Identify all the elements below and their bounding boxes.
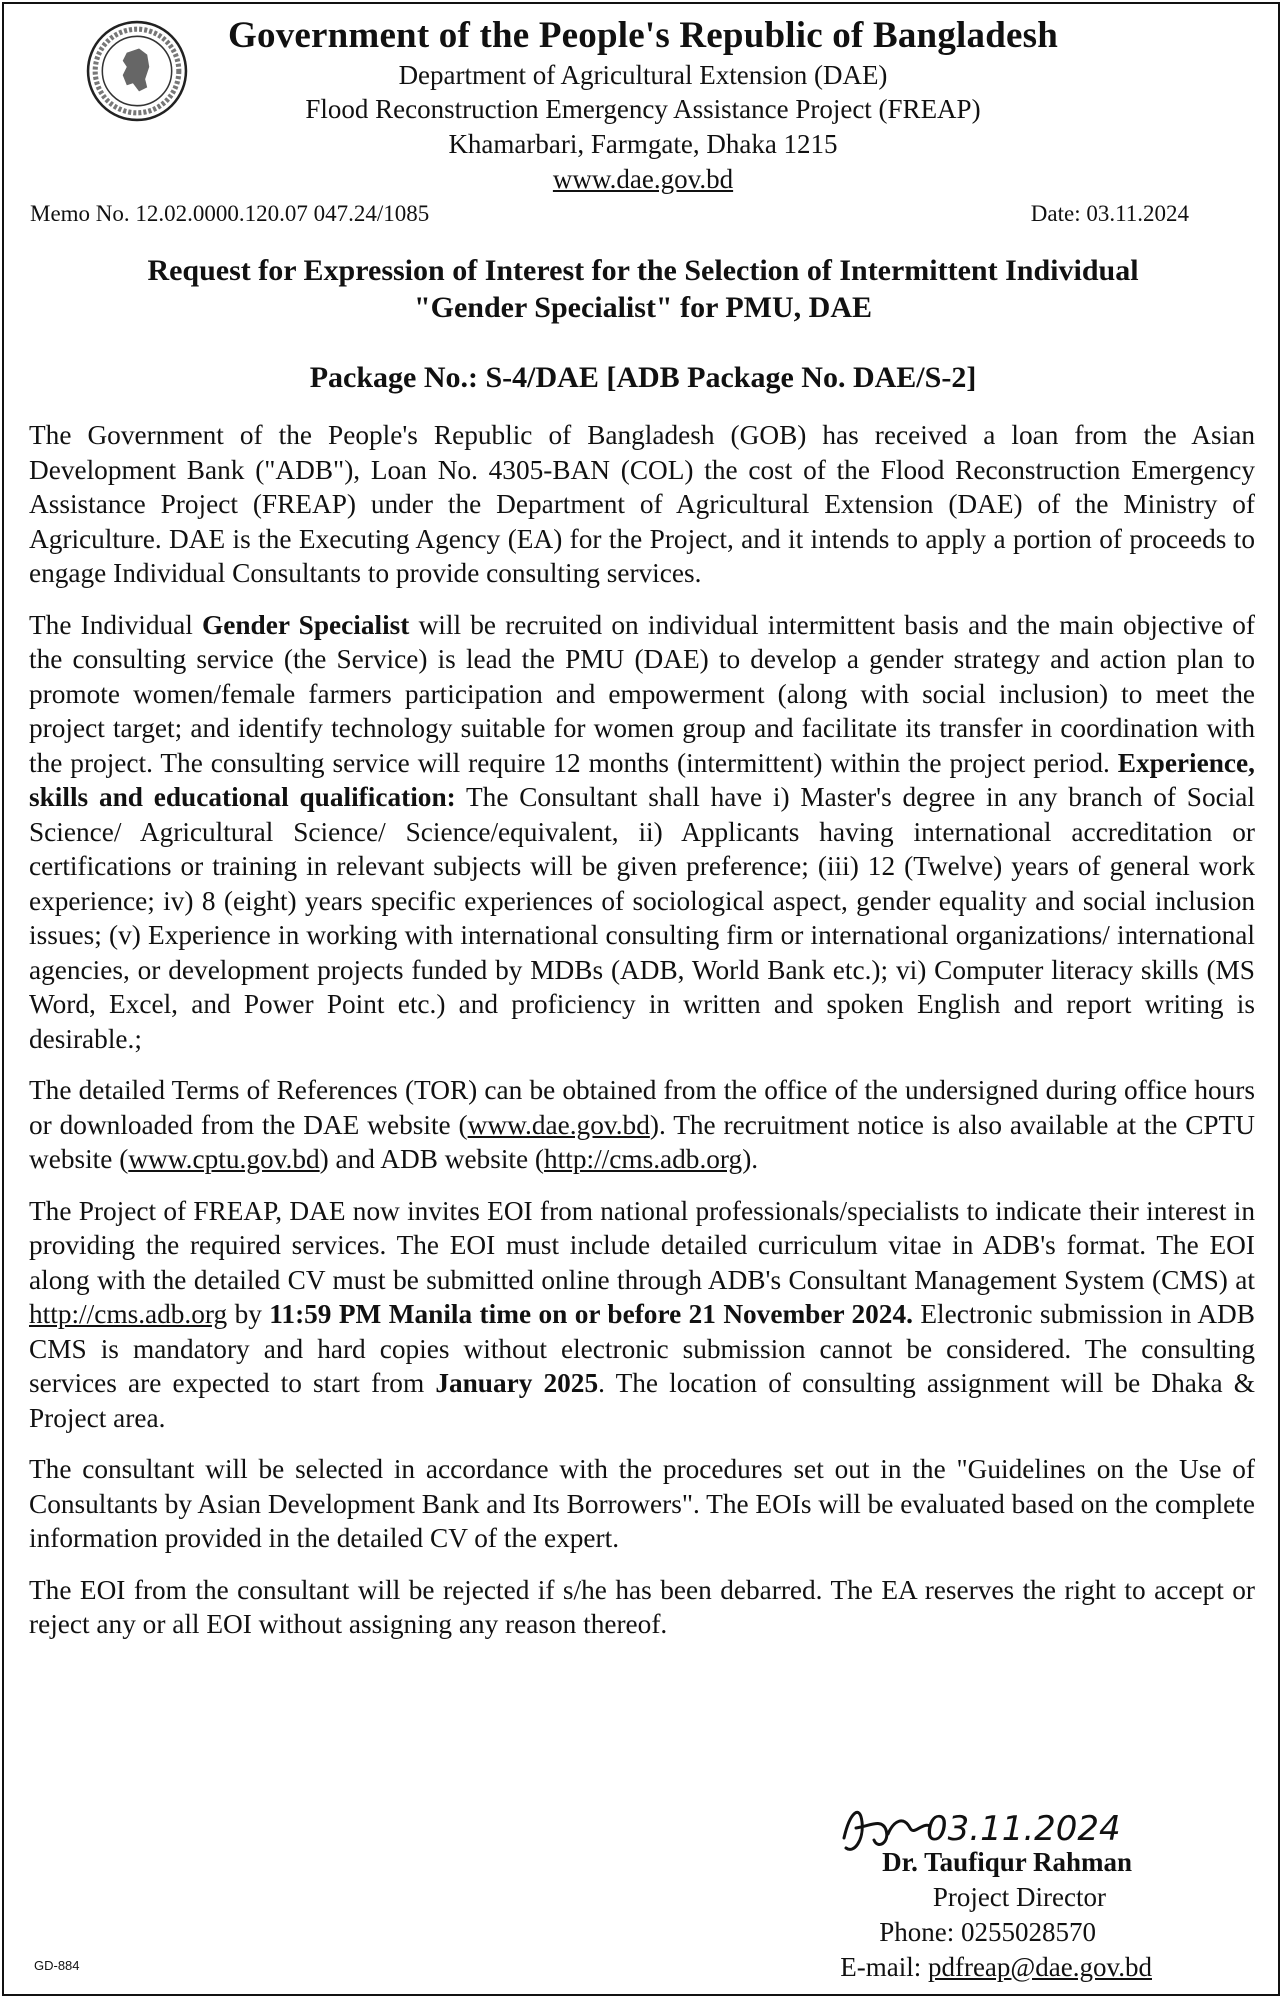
p2-text-a: The Individual	[29, 609, 203, 640]
p2-text-c: will be recruited on individual intermittent basis and the main objective of the consulting service (the Service) is lead the PMU (DAE) to develop a gender strategy and action plan to promote women/female farmers participation and empowerment (along with social inclusion) to meet the project target; and identify technology suitable for women group and facilitate its transfer in coordination with the project. The consulting service will require 12 months (intermittent) within the project period.	[29, 609, 1255, 778]
paragraph-selection: The consultant will be selected in accordance with the procedures set out in the "Guidelines on the Use of Consultants by Asian Development Bank and Its Borrowers". The EOIs will be evaluated based on the complete information provided in the detailed CV of the expert.	[29, 1454, 1255, 1553]
memo-date: Date: 03.11.2024	[1030, 201, 1189, 226]
signatory-name: Dr. Taufiqur Rahman	[882, 1847, 1132, 1877]
p4-text-c: Electronic submission in ADB CMS is mandatory and hard copies without electronic submission cannot be considered. The consulting services are expected to start from	[29, 1299, 1255, 1398]
p4-text-a: The Project of FREAP, DAE now invites EOI from national professionals/specialists to indicate their interest in providing the required services. The EOI must include detailed curriculum vitae in ADB's format. The EOI along with the detailed CV must be submitted online through ADB's Consultant Management System (CMS) at	[29, 1195, 1255, 1295]
document-title	[40, 252, 1246, 326]
p3-text-c: ) and ADB website (	[319, 1144, 545, 1174]
project-line: Flood Reconstruction Emergency Assistance Project (FREAP)	[305, 94, 981, 124]
address-line: Khamarbari, Farmgate, Dhaka 1215	[448, 129, 838, 159]
p4-text-d: . The location of consulting assignment will be Dhaka & Project area.	[29, 1368, 1255, 1433]
cms-link[interactable]: http://cms.adb.org	[29, 1299, 228, 1329]
paragraph-specialist	[29, 608, 1255, 1057]
paragraph-loan: The Government of the People's Republic of Bangladesh (GOB) has received a loan from the Asian Development Bank ("ADB"), Loan No. 4305-BAN (COL) the cost of the Flood Reconstruction Emergency Assistance Project (FREAP) under the Department of Agricultural Extension (DAE) of the Ministry of Agriculture. DAE is the Executing Agency (EA) for the Project, and it intends to apply a portion of proceeds to engage Individual Consultants to provide consulting services.	[29, 420, 1255, 588]
memo-number: Memo No. 12.02.0000.120.07 047.24/1085	[30, 201, 430, 226]
email-link[interactable]: pdfreap@dae.gov.bd	[927, 1952, 1152, 1982]
handwritten-date: 03.11.2024	[926, 1809, 1121, 1849]
signatory-designation: Project Director	[932, 1882, 1106, 1912]
paragraph-submission	[29, 1194, 1255, 1436]
cptu-website-link[interactable]: www.cptu.gov.bd	[128, 1144, 320, 1174]
p3-text-a: The detailed Terms of References (TOR) can be obtained from the office of the undersigned during office hours or downloaded from the DAE website (	[29, 1075, 1255, 1140]
paragraph-rejection: The EOI from the consultant will be rejected if s/he has been debarred. The EA reserves the right to accept or reject any or all EOI without assigning any reason thereof.	[29, 1574, 1255, 1639]
notice-body	[29, 418, 1255, 1659]
p3-text-d: ).	[742, 1144, 759, 1174]
p2-qualification-heading: Experience, skills and educational qualification:	[29, 747, 1255, 812]
p2-text-e: The Consultant shall have i) Master's degree in any branch of Social Science/ Agricultural Science/ Science/equivalent, ii) Applicants having international accreditation or certifications or training in relevant subjects will be given preference; (iii) 12 (Twelve) years of general work experience; iv) 8 (eight) years specific experiences of sociological aspect, gender equality and social inclusion issues; (v) Experience in working with international consulting firm or international organizations/ international agencies, or development projects funded by MDBs (ADB, World Bank etc.); vi) Computer literacy skills (MS Word, Excel, and Power Point etc.) and proficiency in written and spoken English and report writing is desirable.;	[29, 782, 1255, 1054]
p2-role: Gender Specialist	[202, 609, 410, 640]
title-line-1: Request for Expression of Interest for the Selection of Intermittent Individual	[147, 254, 1139, 287]
adb-website-link[interactable]: http://cms.adb.org	[544, 1144, 743, 1174]
signatory-email-line	[840, 1952, 1152, 1983]
website-link[interactable]: www.dae.gov.bd	[552, 164, 734, 194]
dae-website-link[interactable]: www.dae.gov.bd	[467, 1109, 650, 1140]
p3-text-b: ). The recruitment notice is also available at the CPTU website (	[29, 1109, 1255, 1174]
signatory-phone: Phone: 0255028570	[879, 1917, 1096, 1947]
start-date: January 2025	[435, 1368, 599, 1398]
government-heading: Government of the People's Republic of Bangladesh	[228, 15, 1058, 56]
footer-code: GD-884	[34, 1958, 80, 1973]
title-line-2: "Gender Specialist" for PMU, DAE	[414, 291, 872, 324]
paragraph-tor	[29, 1073, 1255, 1177]
package-number: Package No.: S-4/DAE [ADB Package No. DAE/S-2]	[309, 361, 977, 394]
submission-deadline: 11:59 PM Manila time on or before 21 November 2024.	[269, 1299, 913, 1329]
department-line: Department of Agricultural Extension (DAE)	[398, 60, 888, 90]
p4-text-b: by	[227, 1299, 270, 1329]
email-label: E-mail:	[840, 1952, 928, 1982]
